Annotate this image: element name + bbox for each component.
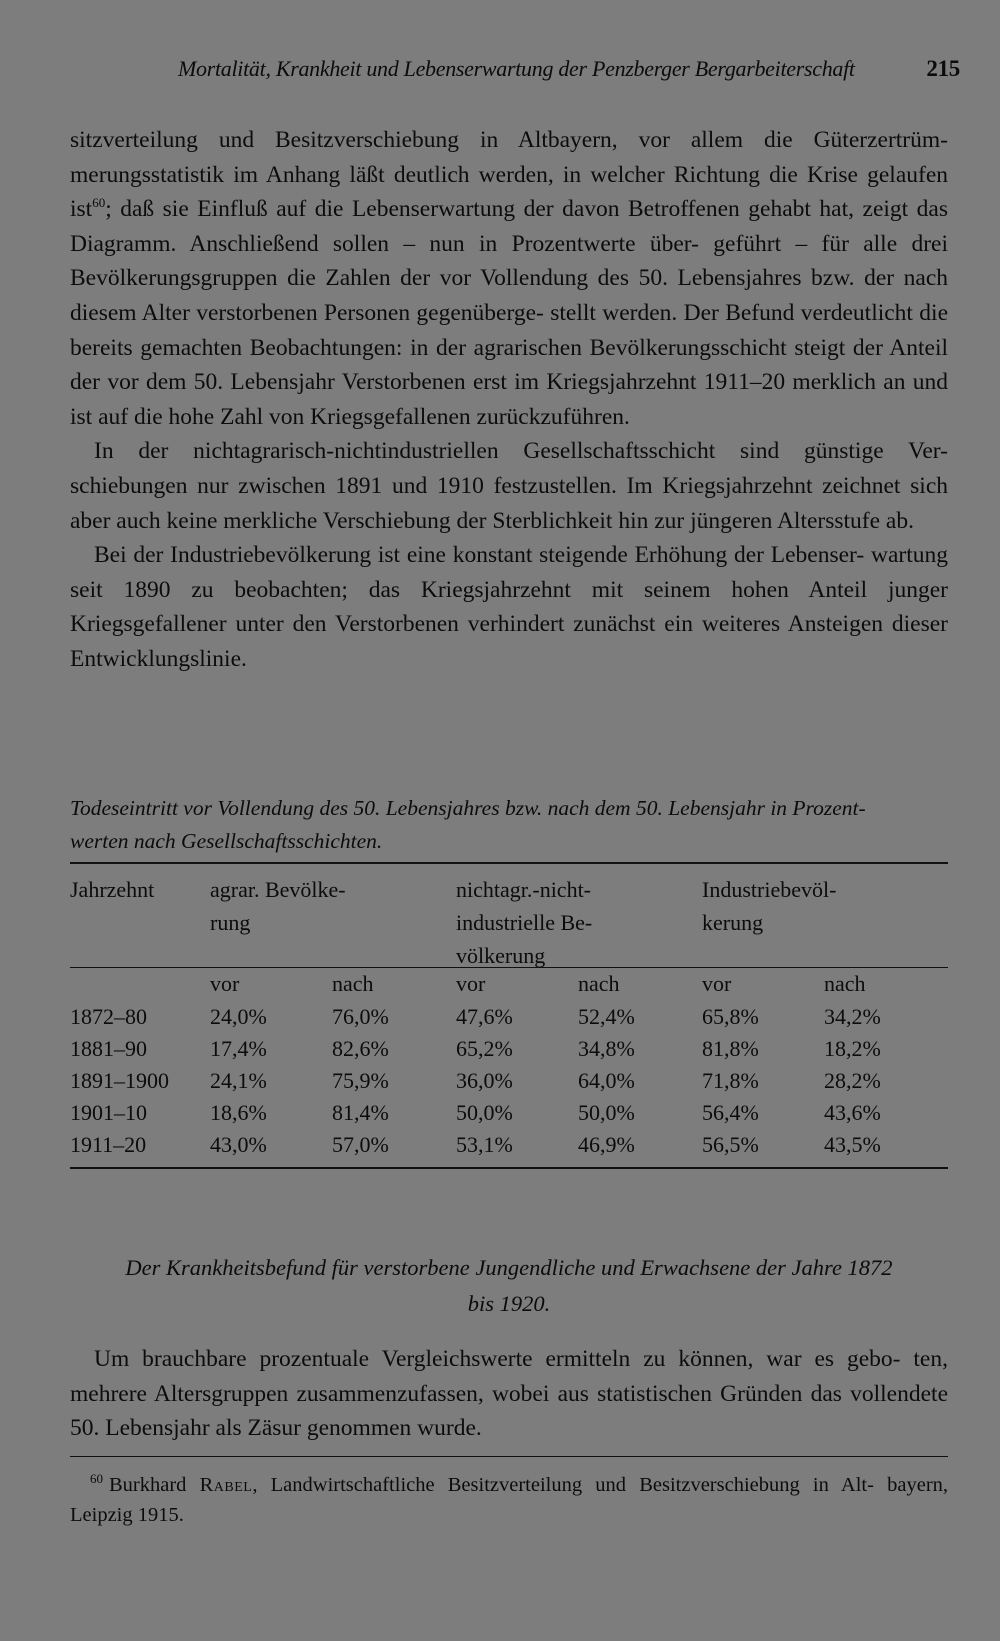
value-cell: 43,0% — [210, 1132, 267, 1157]
closing-paragraph — [70, 1342, 948, 1446]
decade-cell: 1881–90 — [70, 1036, 147, 1061]
header-line: nichtagr.-nicht- — [456, 877, 592, 902]
text-line: junger Kriegsgefallener unter den Verstorbenen verhindert zunächst ein weiteres — [70, 576, 948, 638]
value-cell: 81,8% — [702, 1036, 759, 1061]
header-line: industrielle Be- — [456, 910, 593, 935]
section-heading — [70, 1250, 948, 1322]
text-line: sich aber auch keine merkliche Verschiebung der Sterblichkeit hin zur jüngeren — [70, 472, 948, 534]
value-cell: 28,2% — [824, 1068, 881, 1093]
value-cell: 34,2% — [824, 1004, 881, 1029]
heading-line: bis 1920. — [467, 1291, 551, 1316]
text-line: ; daß sie Einfluß auf die Lebenserwartung der davon Betroffenen — [105, 196, 740, 223]
value-cell: 82,6% — [332, 1036, 389, 1061]
table-bottom-rule — [70, 1167, 948, 1169]
text-line: ten, mehrere Altersgruppen zusammenzufassen, wobei aus statistischen Gründen — [70, 1346, 948, 1407]
value-cell: 18,6% — [210, 1100, 267, 1125]
text-line: Bei der Industriebevölkerung ist eine konstant steigende Erhöhung der Lebenser- — [94, 542, 865, 569]
header-line: völkerung — [456, 943, 546, 968]
table-row — [70, 1132, 948, 1164]
subheader-nach: nach — [578, 971, 620, 996]
value-cell: 75,9% — [332, 1068, 389, 1093]
footnote-rule — [70, 1456, 948, 1457]
value-cell: 17,4% — [210, 1036, 267, 1061]
text-line: merungsstatistik im Anhang läßt deutlich werden, in welcher Richtung die Krise — [70, 161, 858, 188]
value-cell: 24,0% — [210, 1004, 267, 1029]
text-line: gehabt hat, zeigt das Diagramm. Anschließend sollen – nun in Prozentwerte über- — [70, 196, 948, 257]
paragraph-4 — [70, 1342, 948, 1446]
value-cell: 18,2% — [824, 1036, 881, 1061]
table-caption — [70, 792, 950, 858]
value-cell: 50,0% — [578, 1100, 635, 1125]
footnote-author-first: Burkhard — [109, 1473, 187, 1496]
value-cell: 46,9% — [578, 1132, 635, 1157]
text-line: geführt – für alle drei Bevölkerungsgruppen die Zahlen der vor Vollendung des — [70, 230, 948, 292]
text-line: 50. Lebensjahres bzw. der nach diesem Alter verstorbenen Personen gegenüberge- — [70, 265, 948, 326]
value-cell: 36,0% — [456, 1068, 513, 1093]
table-top-rule — [70, 862, 948, 864]
header-line: rung — [210, 910, 251, 935]
value-cell: 65,2% — [456, 1036, 513, 1061]
footnote-text: bayern, Leipzig 1915. — [70, 1473, 949, 1526]
value-cell: 71,8% — [702, 1068, 759, 1093]
value-cell: 43,5% — [824, 1132, 881, 1157]
value-cell: 57,0% — [332, 1132, 389, 1157]
subheader-vor: vor — [210, 971, 240, 996]
text-line: In der nichtagrarisch-nichtindustriellen Gesellschaftsschicht sind günstige Ver- — [94, 438, 948, 465]
footnote — [70, 1464, 948, 1530]
value-cell: 43,6% — [824, 1100, 881, 1125]
header-decade: Jahrzehnt — [70, 877, 155, 902]
text-line: Zahl von Kriegsgefallenen zurückzuführen. — [220, 403, 630, 430]
header-non-agrarian — [456, 873, 592, 972]
running-title: Mortalität, Krankheit und Lebenserwartung der Penzberger Bergarbeiterschaft — [178, 56, 855, 81]
text-line: stellt werden. Der Befund verdeutlicht die bereits gemachten Beobachtungen: in — [70, 299, 949, 361]
value-cell: 64,0% — [578, 1068, 635, 1093]
text-line: Um brauchbare prozentuale Vergleichswerte ermitteln zu können, war es gebo- — [94, 1346, 901, 1372]
caption-line: werten nach Gesellschaftsschichten. — [70, 829, 383, 853]
table-row — [70, 1036, 948, 1068]
subheader-vor: vor — [702, 971, 732, 996]
text-line: wartung seit 1890 zu beobachten; das Kriegsjahrzehnt mit seinem hohen Anteil — [70, 542, 948, 603]
paragraph-3 — [70, 538, 948, 676]
value-cell: 24,1% — [210, 1068, 267, 1093]
value-cell: 65,8% — [702, 1004, 759, 1029]
subheader-nach: nach — [332, 971, 374, 996]
header-line: kerung — [702, 910, 764, 935]
footnote-author-last: Rabel — [199, 1473, 253, 1496]
text-line: Ansteigen dieser Entwicklungslinie. — [70, 611, 948, 672]
header-industrial — [702, 873, 836, 939]
page-number: 215 — [926, 56, 960, 81]
value-cell: 56,4% — [702, 1100, 759, 1125]
text-line: sitzverteilung und Besitzverschiebung in Altbayern, vor allem die Güterzertrüm- — [70, 127, 948, 153]
value-cell: 52,4% — [578, 1004, 635, 1029]
decade-cell: 1891–1900 — [70, 1068, 169, 1093]
text-line: gelaufen ist — [70, 161, 949, 223]
decade-cell: 1901–10 — [70, 1100, 147, 1125]
footnote-number: 60 — [90, 1471, 103, 1486]
subheader-vor: vor — [456, 971, 486, 996]
decade-cell: 1872–80 — [70, 1004, 147, 1029]
header-line: Industriebevöl- — [702, 877, 837, 902]
footnote-ref: 60 — [92, 195, 106, 211]
text-line: das vollendete 50. Lebensjahr als Zäsur genommen wurde. — [70, 1380, 949, 1442]
footnote-text: , Landwirtschaftliche Besitzverteilung und Besitzverschiebung in Alt- — [252, 1473, 874, 1496]
decade-cell: 1911–20 — [70, 1132, 147, 1157]
value-cell: 56,5% — [702, 1132, 759, 1157]
text-line: schiebungen nur zwischen 1891 und 1910 festzustellen. Im Kriegsjahrzehnt zeichnet — [70, 472, 901, 499]
heading-line: Der Krankheitsbefund für verstorbene Jungendliche und Erwachsene der Jahre 1872 — [125, 1255, 893, 1280]
value-cell: 47,6% — [456, 1004, 513, 1029]
caption-line: Todeseintritt vor Vollendung des 50. Lebensjahres bzw. nach dem 50. Lebensjahr in Prozent- — [70, 796, 866, 820]
value-cell: 34,8% — [578, 1036, 635, 1061]
header-agrarian — [210, 873, 346, 939]
text-line: der agrarischen Bevölkerungsschicht steigt der Anteil der vor dem 50. Lebensjahr — [70, 334, 949, 396]
table-row — [70, 1100, 948, 1132]
table-row — [70, 1004, 948, 1036]
value-cell: 53,1% — [456, 1132, 513, 1157]
text-line: Verstorbenen erst im Kriegsjahrzehnt 1911–20 merklich an und ist auf die hohe — [70, 369, 949, 430]
value-cell: 76,0% — [332, 1004, 389, 1029]
value-cell: 50,0% — [456, 1100, 513, 1125]
text-line: Altersstufe ab. — [776, 507, 914, 534]
header-line: agrar. Bevölke- — [210, 877, 346, 902]
body-paragraphs — [70, 123, 948, 677]
subheader-nach: nach — [824, 971, 866, 996]
paragraph-2 — [70, 434, 948, 538]
paragraph-1 — [70, 123, 948, 434]
value-cell: 81,4% — [332, 1100, 389, 1125]
table-row — [70, 1068, 948, 1100]
